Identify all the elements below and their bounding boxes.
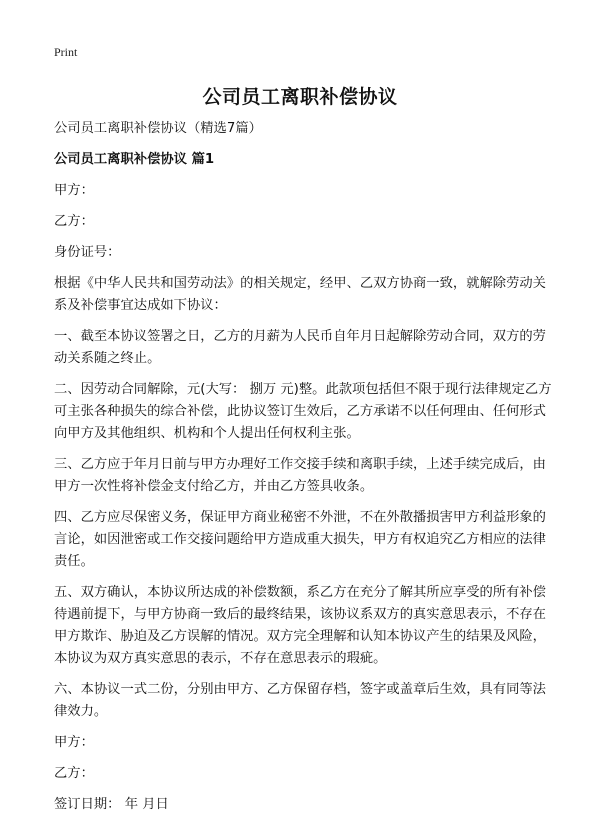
id-number-field: 身份证号：: [54, 245, 121, 260]
party-a-field: 甲方：: [54, 183, 94, 198]
intro-paragraph: 根据《中华人民共和国劳动法》的相关规定，经甲、乙双方协商一致，就解除劳动关系及补偿事宜达成如下协议：: [54, 276, 546, 313]
clause-2-paragraph: 二、因劳动合同解除，元(大写： 捌万 元)整。此款项包括但不限于现行法律规定乙方可主张各种损失的综合补偿，此协议签订生效后，乙方承诺不以任何理由、任何形式向甲方及其他组织、机构和个人提出任何权利主张。: [54, 382, 552, 441]
clause-6-paragraph: 六、本协议一式二份，分别由甲方、乙方保留存档，签字或盖章后生效，具有同等法律效力。: [54, 682, 546, 719]
clause-5-paragraph: 五、双方确认，本协议所达成的补偿数额，系乙方在充分了解其所应享受的所有补偿待遇前提下，与甲方协商一致后的最终结果，该协议系双方的真实意思表示，不存在甲方欺诈、胁迫及乙方误解的情况。双方完全理解和认知本协议产生的结果及风险，本协议为双方真实意思的表示，不存在意思表示的瑕疵。: [54, 585, 546, 666]
document-body: [54, 118, 554, 825]
document-subtitle: 公司员工离职补偿协议（精选7篇）: [54, 121, 262, 136]
party-b-field: 乙方：: [54, 214, 94, 229]
document-title: 公司员工离职补偿协议: [202, 86, 398, 108]
signature-party-a: 甲方：: [54, 735, 94, 750]
signature-date: 签订日期： 年 月日: [54, 797, 169, 812]
clause-4-paragraph: 四、乙方应尽保密义务，保证甲方商业秘密不外泄，不在外散播损害甲方利益形象的言论，如因泄密或工作交接问题给甲方造成重大损失，甲方有权追究乙方相应的法律责任。: [54, 510, 546, 569]
clause-3-paragraph: 三、乙方应于年月日前与甲方办理好工作交接手续和离职手续，上述手续完成后，由甲方一次性将补偿金支付给乙方，并由乙方签具收条。: [54, 457, 546, 494]
clause-1-paragraph: 一、截至本协议签署之日，乙方的月薪为人民币自年月日起解除劳动合同，双方的劳动关系随之终止。: [54, 329, 546, 366]
section-heading: 公司员工离职补偿协议 篇1: [54, 152, 215, 167]
signature-party-b: 乙方：: [54, 766, 94, 781]
print-link[interactable]: Print: [54, 45, 78, 59]
